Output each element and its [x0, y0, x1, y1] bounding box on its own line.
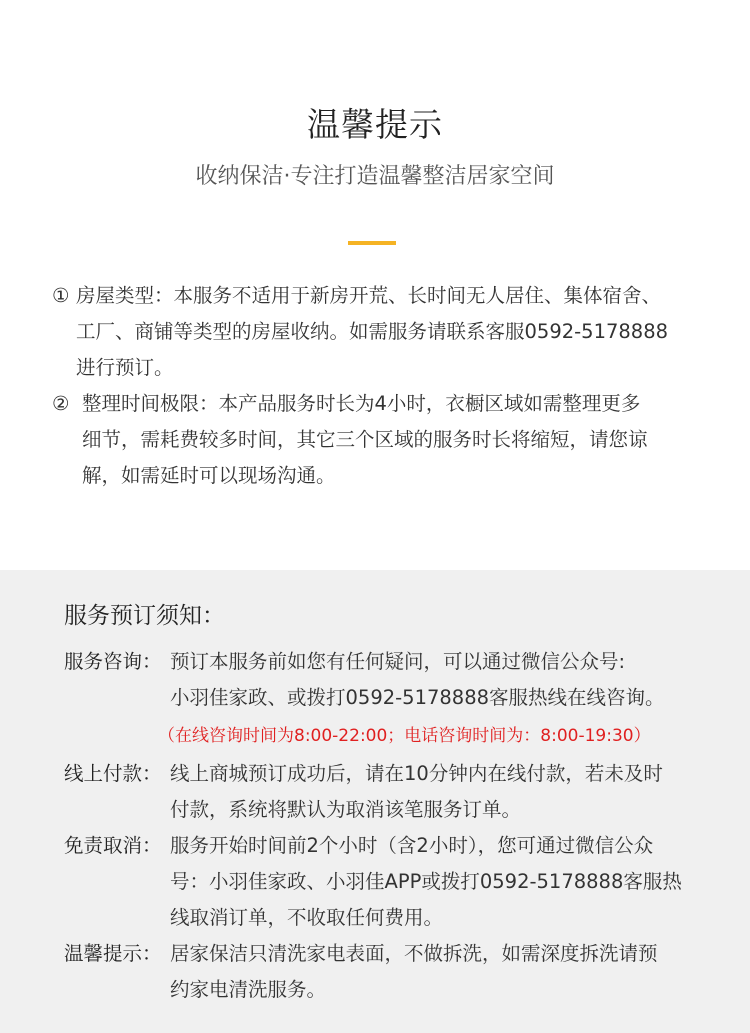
- notice-list: [64, 644, 704, 1008]
- notice-row-consult: [64, 644, 704, 716]
- tip-text-2: 整理时间极限：本产品服务时长为4小时，衣橱区域如需整理更多 细节，需耗费较多时间，其它三个区域的服务时长将缩短，请您谅 解，如需延时可以现场沟通。: [82, 392, 648, 487]
- notice-label-consult: 服务咨询：: [64, 650, 162, 673]
- notice-row-reminder: [64, 936, 704, 1008]
- notice-label-cancel: 免责取消：: [64, 834, 162, 857]
- consult-hours-note: （在线咨询时间为8:00-22:00；电话咨询时间为：8:00-19:30）: [158, 726, 651, 746]
- notice-label-payment: 线上付款：: [64, 762, 162, 785]
- title-accent-divider: [348, 241, 396, 245]
- notice-text-reminder: 居家保洁只清洗家电表面，不做拆洗，如需深度拆洗请预 约家电清洗服务。: [170, 942, 658, 1001]
- tip-text-1: 房屋类型：本服务不适用于新房开荒、长时间无人居住、集体宿舍、 工厂、商铺等类型的房屋收纳。如需服务请联系客服0592-5178888 进行预订。: [76, 284, 669, 379]
- tip-item: [52, 386, 702, 494]
- booking-notice-section: [0, 570, 750, 1033]
- notice-row-payment: [64, 756, 704, 828]
- notice-label-reminder: 温馨提示：: [64, 942, 162, 965]
- notice-title: 服务预订须知：: [64, 603, 225, 629]
- notice-text-cancel: 服务开始时间前2个小时（含2小时），您可通过微信公众 号：小羽佳家政、小羽佳APP或拨打0592-5178888客服热 线取消订单，不收取任何费用。: [170, 834, 682, 929]
- notice-row-cancel: [64, 828, 704, 936]
- tip-number-1: ①: [52, 284, 70, 307]
- tip-item: [52, 278, 702, 386]
- tip-number-2: ②: [52, 392, 70, 415]
- page-title: 温馨提示: [307, 105, 443, 144]
- notice-text-consult: 预订本服务前如您有任何疑问，可以通过微信公众号: 小羽佳家政、或拨打0592-5178888客服热线在线咨询。: [170, 650, 665, 709]
- page-subtitle: 收纳保洁·专注打造温馨整洁居家空间: [195, 164, 555, 189]
- tips-list: [52, 278, 702, 494]
- notice-text-payment: 线上商城预订成功后，请在10分钟内在线付款，若未及时 付款，系统将默认为取消该笔服务订单。: [170, 762, 663, 821]
